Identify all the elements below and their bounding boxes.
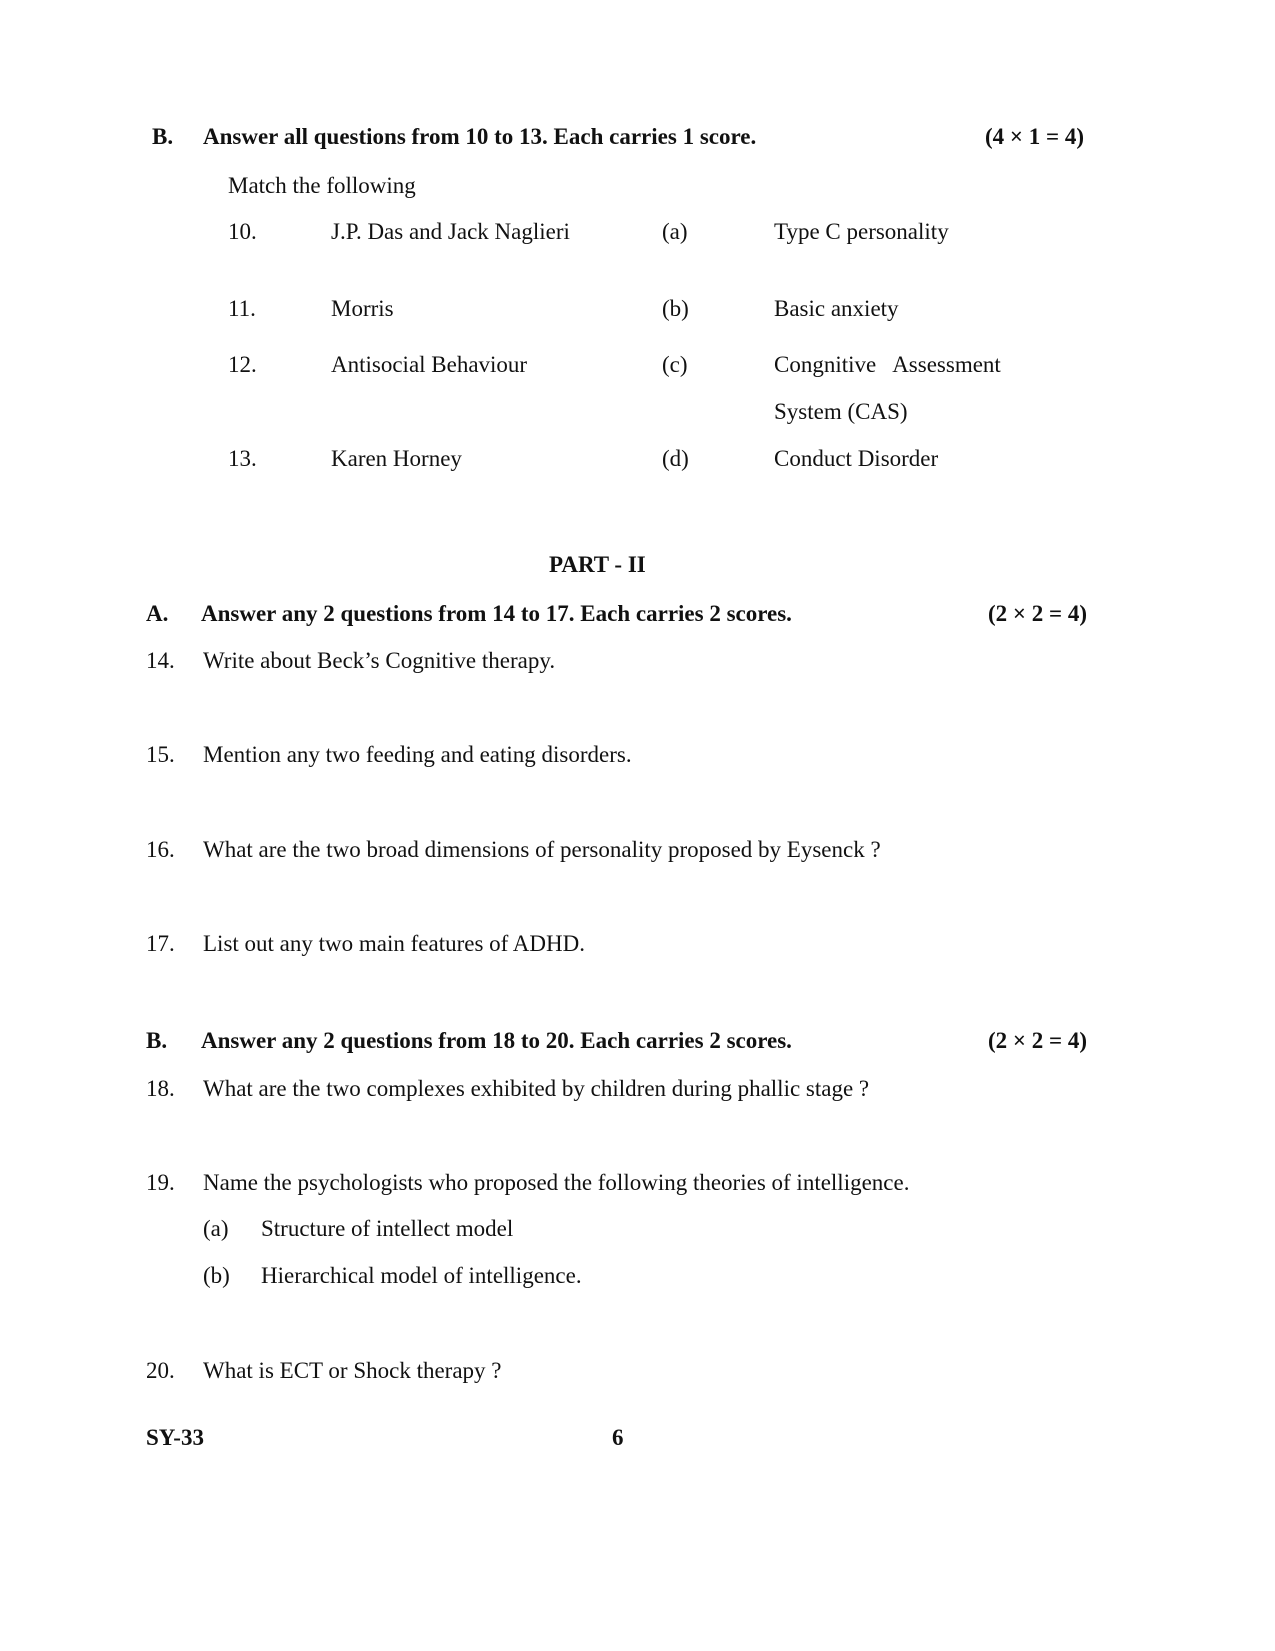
subitem-text: Hierarchical model of intelligence. [261, 1263, 582, 1288]
match-left-item: Antisocial Behaviour [331, 352, 528, 377]
question-text: What are the two broad dimensions of personality proposed by Eysenck ? [203, 837, 881, 862]
question-number: 14. [146, 648, 175, 673]
match-number: 12. [228, 352, 257, 377]
subitem-label: (b) [203, 1263, 230, 1288]
match-right-item: Basic anxiety [774, 296, 899, 321]
question-number: 17. [146, 931, 175, 956]
question-text: Mention any two feeding and eating disorders. [203, 742, 632, 767]
match-option: (c) [662, 352, 688, 377]
question-text: What are the two complexes exhibited by children during phallic stage ? [203, 1076, 870, 1101]
section-marks: (4 × 1 = 4) [985, 124, 1085, 149]
section-letter: A. [146, 601, 169, 626]
match-option: (b) [662, 296, 689, 321]
match-left-item: Karen Horney [331, 446, 462, 471]
section-marks: (2 × 2 = 4) [988, 601, 1088, 626]
question-text: List out any two main features of ADHD. [203, 931, 585, 956]
section-marks: (2 × 2 = 4) [988, 1028, 1088, 1053]
match-number: 13. [228, 446, 257, 471]
paper-code: SY-33 [146, 1425, 204, 1450]
question-number: 18. [146, 1076, 175, 1101]
match-option: (d) [662, 446, 689, 471]
section-instruction: Answer all questions from 10 to 13. Each carries 1 score. [203, 124, 757, 149]
subitem-label: (a) [203, 1216, 229, 1241]
question-number: 19. [146, 1170, 175, 1195]
section-letter: B. [146, 1028, 168, 1053]
match-right-item: Congnitive Assessment [774, 352, 1001, 377]
section-instruction: Answer any 2 questions from 18 to 20. Each carries 2 scores. [201, 1028, 792, 1053]
question-text: Write about Beck’s Cognitive therapy. [203, 648, 556, 673]
question-text: Name the psychologists who proposed the following theories of intelligence. [203, 1170, 910, 1195]
match-subtitle: Match the following [228, 173, 416, 198]
match-right-item: Conduct Disorder [774, 446, 939, 471]
question-number: 15. [146, 742, 175, 767]
page-number: 6 [612, 1425, 624, 1450]
match-right-item-continued: System (CAS) [774, 399, 908, 424]
section-instruction: Answer any 2 questions from 14 to 17. Each carries 2 scores. [201, 601, 792, 626]
match-left-item: J.P. Das and Jack Naglieri [331, 219, 570, 244]
match-number: 10. [228, 219, 257, 244]
subitem-text: Structure of intellect model [261, 1216, 514, 1241]
match-right-item: Type C personality [774, 219, 949, 244]
part-title: PART - II [549, 552, 646, 577]
question-number: 20. [146, 1358, 175, 1383]
question-text: What is ECT or Shock therapy ? [203, 1358, 502, 1383]
match-left-item: Morris [331, 296, 394, 321]
question-number: 16. [146, 837, 175, 862]
match-option: (a) [662, 219, 688, 244]
section-letter: B. [152, 124, 174, 149]
match-number: 11. [228, 296, 256, 321]
